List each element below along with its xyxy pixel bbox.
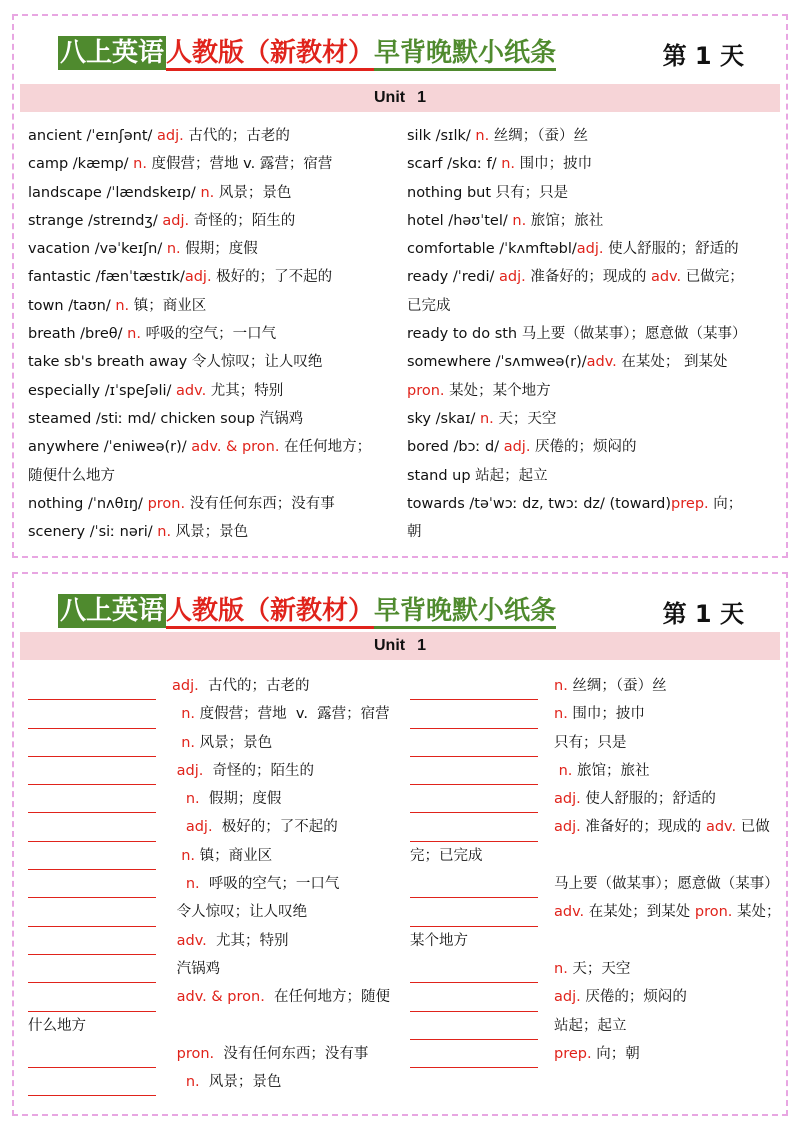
worksheet-meaning (172, 757, 314, 785)
worksheet-meaning (172, 700, 390, 728)
vocab-text: 极好的；了不起的 (211, 269, 333, 286)
answer-blank[interactable] (28, 1076, 156, 1096)
vocab-line (407, 122, 779, 150)
worksheet-line (410, 927, 782, 955)
part-of-speech: pron. (147, 495, 186, 512)
meaning-text: 风景；景色 (195, 734, 273, 751)
vocab-text: 尤其；特别 (206, 382, 284, 399)
meaning-text: 令人惊叹；让人叹绝 (172, 904, 308, 921)
vocab-text: comfortable /ˈkʌmftəbl/ (407, 241, 577, 258)
vocab-text: 准备好的；现成的 (525, 269, 651, 286)
meaning-text: 向；朝 (591, 1045, 640, 1062)
worksheet-line (28, 842, 398, 870)
worksheet-meaning (172, 785, 281, 813)
worksheet-meaning (172, 898, 307, 926)
answer-blank[interactable] (410, 709, 538, 729)
part-of-speech: adj. (172, 678, 199, 694)
vocab-line (28, 433, 398, 461)
meaning-text: 在任何地方；随便 (264, 989, 391, 1006)
part-of-speech: n. (554, 960, 568, 977)
part-of-speech: n. (479, 410, 494, 427)
answer-blank[interactable] (410, 680, 538, 700)
worksheet-meaning (554, 898, 781, 926)
part-of-speech: n. (157, 524, 172, 541)
vocab-text: 呼吸的空气；一口气 (140, 326, 277, 343)
vocab-line (407, 292, 779, 320)
unit-label: Unit (373, 89, 406, 106)
meaning-text: 站起；起立 (554, 1017, 627, 1034)
meaning-text: 什么地方 (28, 1017, 86, 1034)
worksheet-meaning (172, 983, 390, 1011)
vocab-text: vacation /vəˈkeɪʃn/ (28, 241, 167, 258)
meaning-text: 镇；商业区 (195, 847, 273, 864)
worksheet-line (28, 927, 398, 955)
vocab-text: 风景；景色 (214, 184, 292, 201)
vocab-text: 厌倦的；烦闷的 (530, 439, 637, 456)
vocab-text: 假期；度假 (180, 241, 258, 258)
vocab-text: 风景；景色 (171, 524, 249, 541)
part-of-speech: adv. & pron. (191, 439, 280, 456)
part-of-speech: adj. (162, 212, 190, 229)
vocab-column-left (28, 122, 398, 546)
page-title (58, 32, 556, 69)
unit-number: 1 (417, 89, 426, 106)
vocab-text: ancient /ˈeɪnʃənt/ (28, 128, 158, 144)
answer-blank[interactable] (410, 878, 538, 898)
worksheet-line (28, 785, 398, 813)
worksheet-meaning (554, 700, 645, 728)
meaning-text: 已做 (736, 819, 770, 836)
part-of-speech: pron. (694, 904, 733, 921)
meaning-text: 天；天空 (567, 960, 631, 977)
vocab-line (28, 405, 398, 433)
card-header (14, 26, 786, 76)
answer-blank[interactable] (28, 878, 156, 898)
vocab-line (28, 179, 398, 207)
worksheet-line (28, 983, 398, 1011)
worksheet-line (28, 729, 398, 757)
worksheet-meaning (410, 927, 468, 955)
worksheet-line (410, 1040, 782, 1068)
vocab-text: ready to do sth 马上要（做某事）；愿意做（某事） (407, 326, 747, 343)
vocab-text: 在任何地方； (279, 439, 372, 456)
vocab-text: sky /skaɪ/ (407, 410, 480, 427)
meaning-text: 围巾；披巾 (567, 706, 645, 723)
vocab-line (28, 263, 398, 291)
vocab-text: 已做完； (681, 269, 744, 286)
part-of-speech: n. (115, 297, 130, 314)
part-of-speech: n. (172, 847, 196, 864)
vocab-text: 随便什么地方 (28, 467, 115, 484)
worksheet-meaning (554, 1040, 640, 1068)
worksheet-meaning (172, 927, 288, 955)
vocab-line (407, 377, 779, 405)
meaning-text: 极好的；了不起的 (212, 819, 338, 836)
part-of-speech: adj. (172, 762, 204, 779)
worksheet-meaning (172, 870, 339, 898)
part-of-speech: adj. (554, 989, 581, 1006)
vocab-text: ready /ˈredi/ (407, 269, 500, 286)
worksheet-meaning (172, 955, 220, 983)
vocab-text: 某处；某个地方 (444, 382, 551, 399)
worksheet-line (410, 785, 782, 813)
part-of-speech: n. (554, 678, 568, 694)
part-of-speech: n. (512, 212, 527, 229)
vocab-text: take sb's breath away 令人惊叹；让人叹绝 (28, 354, 323, 371)
worksheet-column-left (28, 672, 398, 1096)
vocab-text: 旅馆；旅社 (526, 212, 604, 229)
worksheet-line (410, 842, 782, 870)
worksheet-line (410, 813, 782, 841)
part-of-speech: adj. (503, 439, 531, 456)
worksheet-meaning (554, 813, 770, 841)
vocab-text: 天；天空 (493, 410, 557, 427)
part-of-speech: adv. (554, 904, 585, 921)
part-of-speech: n. (172, 791, 200, 808)
vocab-line (407, 320, 779, 348)
worksheet-line (28, 1068, 398, 1096)
answer-blank[interactable] (28, 680, 156, 700)
vocab-text: 在某处； 到某处 (616, 354, 728, 371)
meaning-text: 旅馆；旅社 (572, 762, 650, 779)
meaning-text: 风景；景色 (199, 1074, 282, 1091)
worksheet-line (410, 898, 782, 926)
answer-blank[interactable] (410, 1048, 538, 1068)
worksheet-meaning (554, 870, 779, 898)
vocab-line (407, 235, 779, 263)
meaning-text: 假期；度假 (199, 791, 282, 808)
part-of-speech: n. (172, 706, 196, 723)
part-of-speech: adv. (586, 354, 617, 371)
part-of-speech: adv. (650, 269, 682, 286)
worksheet-meaning (554, 983, 687, 1011)
day-label: 第 1 天 (662, 600, 744, 628)
answer-blank[interactable] (28, 963, 156, 983)
unit-bar (20, 632, 780, 660)
part-of-speech: n. (554, 706, 568, 723)
vocab-line (407, 490, 779, 518)
meaning-text: 只有；只是 (554, 734, 627, 751)
vocab-text: nothing but 只有；只是 (407, 184, 569, 201)
meaning-text: 完；已完成 (410, 847, 483, 864)
card-header (14, 584, 786, 634)
meaning-text: 汽锅鸡 (172, 960, 221, 977)
part-of-speech: adv. (176, 382, 207, 399)
vocab-text: 奇怪的；陌生的 (189, 212, 296, 229)
vocab-line (28, 518, 398, 546)
worksheet-meaning (172, 672, 309, 700)
part-of-speech: n. (475, 128, 490, 144)
vocab-text: 朝 (407, 524, 422, 541)
meaning-text: 没有任何东西；没有事 (214, 1045, 369, 1062)
worksheet-line (410, 1012, 782, 1040)
part-of-speech: n. (501, 156, 516, 173)
meaning-text: 某个地方 (410, 932, 468, 949)
unit-label: Unit (373, 637, 406, 654)
worksheet-line (28, 700, 398, 728)
meaning-text: 马上要（做某事）；愿意做（某事） (554, 876, 779, 893)
worksheet-meaning (410, 842, 483, 870)
vocab-line (407, 433, 779, 461)
part-of-speech: n. (200, 184, 215, 201)
worksheet-meaning (172, 813, 338, 841)
vocab-text: 使人舒服的；舒适的 (603, 241, 739, 258)
worksheet-meaning (554, 955, 630, 983)
vocab-line (28, 235, 398, 263)
answer-blank[interactable] (410, 822, 538, 842)
vocab-text: scenery /ˈsiː nəri/ (28, 524, 158, 541)
part-of-speech: adj. (172, 819, 213, 836)
worksheet-line (410, 757, 782, 785)
worksheet-line (410, 700, 782, 728)
part-of-speech: n. (172, 1074, 200, 1091)
vocab-text: fantastic /fænˈtæstɪk/ (28, 269, 185, 286)
vocab-column-right (407, 122, 779, 546)
day-label: 第 1 天 (662, 42, 744, 70)
part-of-speech: n. (166, 241, 181, 258)
vocab-line (28, 320, 398, 348)
meaning-text: 某处； (732, 904, 781, 921)
worksheet-meaning (554, 672, 667, 700)
worksheet-meaning (554, 729, 627, 757)
meaning-text: 在某处；到某处 (584, 904, 695, 921)
vocab-line (407, 405, 779, 433)
part-of-speech: n. (127, 326, 141, 343)
vocab-line (28, 462, 398, 490)
meaning-text: 呼吸的空气；一口气 (199, 876, 340, 893)
answer-blank[interactable] (410, 793, 538, 813)
vocab-line (28, 348, 398, 376)
part-of-speech: pron. (172, 1045, 215, 1062)
vocab-text: bored /bɔː d/ (407, 439, 504, 456)
part-of-speech: n. (172, 876, 200, 893)
vocab-text: especially /ɪˈspeʃəli/ (28, 382, 177, 399)
worksheet-meaning (554, 1012, 627, 1040)
part-of-speech: adj. (554, 819, 581, 836)
answer-blank[interactable] (410, 907, 538, 927)
meaning-text: 准备好的；现成的 (580, 819, 706, 836)
vocab-line (28, 490, 398, 518)
part-of-speech: prep. (671, 495, 709, 512)
part-of-speech: adv. (172, 932, 207, 949)
vocab-text: town /taʊn/ (28, 297, 116, 314)
answer-blank[interactable] (28, 709, 156, 729)
vocab-text: scarf /skɑː f/ (407, 156, 502, 173)
meaning-text: 尤其；特别 (206, 932, 289, 949)
part-of-speech: adv. (705, 819, 737, 836)
worksheet-card (12, 572, 788, 1116)
title-subtitle: 早背晚默小纸条 (374, 596, 556, 629)
worksheet-meaning (554, 757, 650, 785)
vocab-line (407, 518, 779, 546)
answer-blank[interactable] (28, 935, 156, 955)
worksheet-meaning (172, 842, 272, 870)
vocab-line (407, 150, 779, 178)
answer-blank[interactable] (410, 963, 538, 983)
vocab-text: 围巾；披巾 (515, 156, 593, 173)
worksheet-line (28, 672, 398, 700)
vocab-text: 已完成 (407, 297, 451, 314)
answer-blank[interactable] (28, 822, 156, 842)
vocab-text: breath /breθ/ (28, 326, 128, 343)
title-grade: 八上英语 (60, 38, 165, 68)
meaning-text: 使人舒服的；舒适的 (580, 791, 716, 808)
vocab-text: steamed /stiː md/ chicken soup 汽锅鸡 (28, 410, 304, 427)
title-edition: 人教版（新教材） (166, 596, 374, 629)
vocab-text: 没有任何东西；没有事 (185, 495, 335, 512)
part-of-speech: adv. & pron. (172, 989, 265, 1006)
vocab-line (28, 122, 398, 150)
worksheet-meaning (172, 1068, 281, 1096)
answer-blank[interactable] (28, 1048, 156, 1068)
part-of-speech: adj. (499, 269, 526, 286)
vocab-line (28, 377, 398, 405)
vocab-line (407, 462, 779, 490)
worksheet-line (28, 898, 398, 926)
answer-blank[interactable] (28, 737, 156, 757)
answer-blank[interactable] (28, 793, 156, 813)
meaning-text: 奇怪的；陌生的 (203, 762, 315, 779)
answer-blank[interactable] (410, 765, 538, 785)
worksheet-line (28, 1012, 398, 1040)
worksheet-line (410, 955, 782, 983)
answer-blank[interactable] (28, 850, 156, 870)
part-of-speech: n. (554, 762, 573, 779)
vocab-text: silk /sɪlk/ (407, 128, 476, 144)
part-of-speech: prep. (554, 1045, 592, 1062)
answer-blank[interactable] (28, 992, 156, 1012)
title-subtitle: 早背晚默小纸条 (374, 38, 556, 71)
vocab-line (28, 292, 398, 320)
part-of-speech: n. (172, 734, 196, 751)
vocab-card (12, 14, 788, 558)
answer-blank[interactable] (28, 765, 156, 785)
worksheet-line (410, 729, 782, 757)
vocab-text: stand up 站起；起立 (407, 467, 548, 484)
vocab-text: 镇；商业区 (129, 297, 207, 314)
vocab-text: 度假营；营地 v. 露营；宿营 (146, 156, 333, 173)
worksheet-line (28, 1040, 398, 1068)
part-of-speech: n. (133, 156, 147, 173)
vocab-text: 向； (708, 495, 743, 512)
worksheet-meaning (172, 729, 272, 757)
part-of-speech: adj. (184, 269, 212, 286)
page-title (58, 590, 556, 627)
vocab-text: camp /kæmp/ (28, 156, 134, 173)
worksheet-meaning (28, 1012, 86, 1040)
vocab-line (28, 207, 398, 235)
meaning-text: 古代的；古老的 (198, 678, 310, 694)
vocab-text: 丝绸；（蚕）丝 (489, 128, 589, 144)
unit-number: 1 (417, 637, 426, 654)
worksheet-line (28, 870, 398, 898)
worksheet-meaning (172, 1040, 368, 1068)
unit-bar (20, 84, 780, 112)
worksheet-line (410, 983, 782, 1011)
part-of-speech: adj. (576, 241, 604, 258)
answer-blank[interactable] (28, 907, 156, 927)
worksheet-line (28, 813, 398, 841)
worksheet-line (410, 870, 782, 898)
title-edition: 人教版（新教材） (166, 38, 374, 71)
meaning-text: 度假营；营地 v. 露营；宿营 (195, 706, 390, 723)
worksheet-line (28, 757, 398, 785)
vocab-text: anywhere /ˈeniweə(r)/ (28, 439, 192, 456)
part-of-speech: adj. (554, 791, 581, 808)
vocab-line (407, 179, 779, 207)
vocab-text: strange /streɪndʒ/ (28, 212, 163, 229)
worksheet-line (410, 672, 782, 700)
title-grade: 八上英语 (60, 596, 165, 626)
meaning-text: 丝绸；（蚕）丝 (567, 678, 667, 694)
worksheet-meaning (554, 785, 716, 813)
part-of-speech: adj. (157, 128, 184, 144)
vocab-text: landscape /ˈlændskeɪp/ (28, 184, 201, 201)
answer-blank[interactable] (410, 737, 538, 757)
vocab-text: 古代的；古老的 (183, 128, 290, 144)
vocab-line (407, 263, 779, 291)
part-of-speech: pron. (407, 382, 445, 399)
vocab-line (407, 348, 779, 376)
meaning-text: 厌倦的；烦闷的 (580, 989, 687, 1006)
vocab-text: hotel /həʊˈtel/ (407, 212, 513, 229)
worksheet-line (28, 955, 398, 983)
worksheet-column-right (410, 672, 782, 1068)
vocab-text: towards /təˈwɔː dz, twɔː dz/ (toward) (407, 495, 672, 512)
answer-blank[interactable] (410, 1020, 538, 1040)
vocab-text: nothing /ˈnʌθɪŋ/ (28, 495, 148, 512)
vocab-line (28, 150, 398, 178)
vocab-text: somewhere /ˈsʌmweə(r)/ (407, 354, 587, 371)
vocab-line (407, 207, 779, 235)
answer-blank[interactable] (410, 992, 538, 1012)
